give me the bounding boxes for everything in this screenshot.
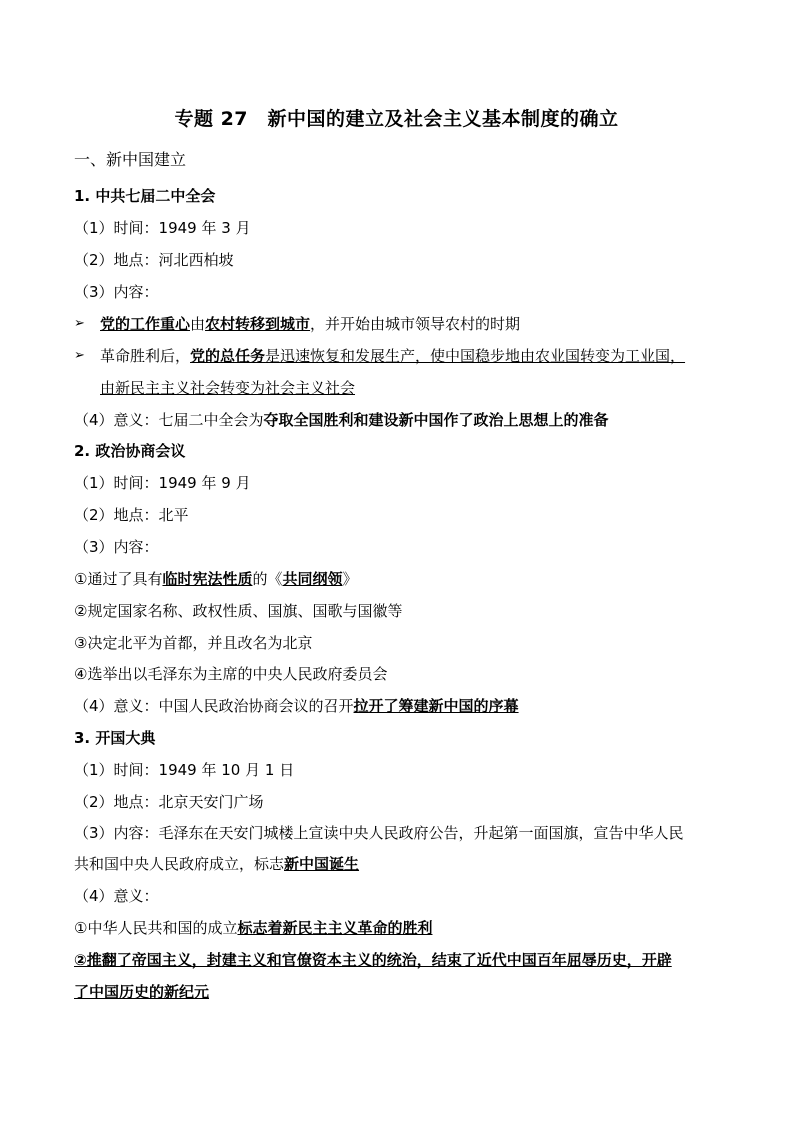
text-span: 党的工作重心	[100, 315, 191, 333]
s1-bullet-1	[100, 314, 520, 334]
s2-item-4: ④选举出以毛泽东为主席的中央人民政府委员会	[74, 665, 388, 683]
s3-place: （2）地点：北京天安门广场	[74, 793, 264, 811]
text-span: 标志着新民主主义革命的胜利	[237, 919, 433, 937]
text-span: 》	[342, 570, 358, 588]
s2-item-3: ③决定北平为首都，并且改名为北京	[74, 634, 313, 652]
s1-content-label: （3）内容：	[74, 283, 159, 301]
s2-place: （2）地点：北平	[74, 506, 189, 524]
subsection-heading-3: 3. 开国大典	[74, 729, 156, 747]
s1-meaning	[74, 410, 609, 430]
text-span: （4）意义：中国人民政治协商会议的召开	[74, 697, 354, 715]
s3-content-line-2	[74, 854, 359, 874]
arrow-bullet-icon: ➢	[74, 348, 85, 363]
s1-time: （1）时间：1949 年 3 月	[74, 219, 251, 237]
text-span: 新中国诞生	[284, 855, 360, 873]
s2-time: （1）时间：1949 年 9 月	[74, 474, 251, 492]
text-span: 夺取全国胜利和建设新中国作了政治上思想上的准备	[263, 411, 609, 429]
text-span: 的《	[252, 570, 283, 588]
section-heading: 一、新中国建立	[74, 150, 187, 169]
text-span: 临时宪法性质	[162, 570, 253, 588]
s3-meaning-label: （4）意义：	[74, 887, 159, 905]
s3-meaning-2-line-1: ②推翻了帝国主义，封建主义和官僚资本主义的统治，结束了近代中国百年屈辱历史，开辟	[74, 951, 672, 969]
s3-meaning-2-line-2: 了中国历史的新纪元	[74, 983, 210, 1001]
document-title: 专题 27 新中国的建立及社会主义基本制度的确立	[174, 108, 619, 130]
text-span: ①中华人民共和国的成立	[74, 919, 238, 937]
text-span: 革命胜利后，	[100, 347, 191, 365]
subsection-heading-1: 1. 中共七届二中全会	[74, 187, 216, 205]
s1-place: （2）地点：河北西柏坡	[74, 251, 234, 269]
text-span: （4）意义：七届二中全会为	[74, 411, 264, 429]
s2-content-label: （3）内容：	[74, 538, 159, 556]
s1-bullet-2-line-2: 由新民主主义社会转变为社会主义社会	[100, 379, 356, 397]
text-span: ，并开始由城市领导农村的时期	[310, 315, 521, 333]
s3-content-line-1: （3）内容：毛泽东在天安门城楼上宣读中央人民政府公告，升起第一面国旗，宣告中华人民	[74, 824, 684, 842]
text-span: 拉开了筹建新中国的序幕	[353, 697, 519, 715]
s3-time: （1）时间：1949 年 10 月 1 日	[74, 761, 295, 779]
s2-item-1	[74, 569, 358, 589]
text-span: 是迅速恢复和发展生产，使中国稳步地由农业国转变为工业国，	[265, 347, 686, 365]
text-span: 共和国中央人民政府成立，标志	[74, 855, 285, 873]
s2-meaning	[74, 696, 519, 716]
text-span: 党的总任务	[190, 347, 266, 365]
arrow-bullet-icon: ➢	[74, 316, 85, 331]
s3-meaning-1	[74, 918, 432, 938]
text-span: 由	[190, 315, 206, 333]
text-span: ①通过了具有	[74, 570, 163, 588]
subsection-heading-2: 2. 政治协商会议	[74, 442, 186, 460]
text-span: 农村转移到城市	[205, 315, 311, 333]
s1-bullet-2-line-1	[100, 346, 685, 366]
s2-item-2: ②规定国家名称、政权性质、国旗、国歌与国徽等	[74, 602, 403, 620]
text-span: 共同纲领	[282, 570, 343, 588]
